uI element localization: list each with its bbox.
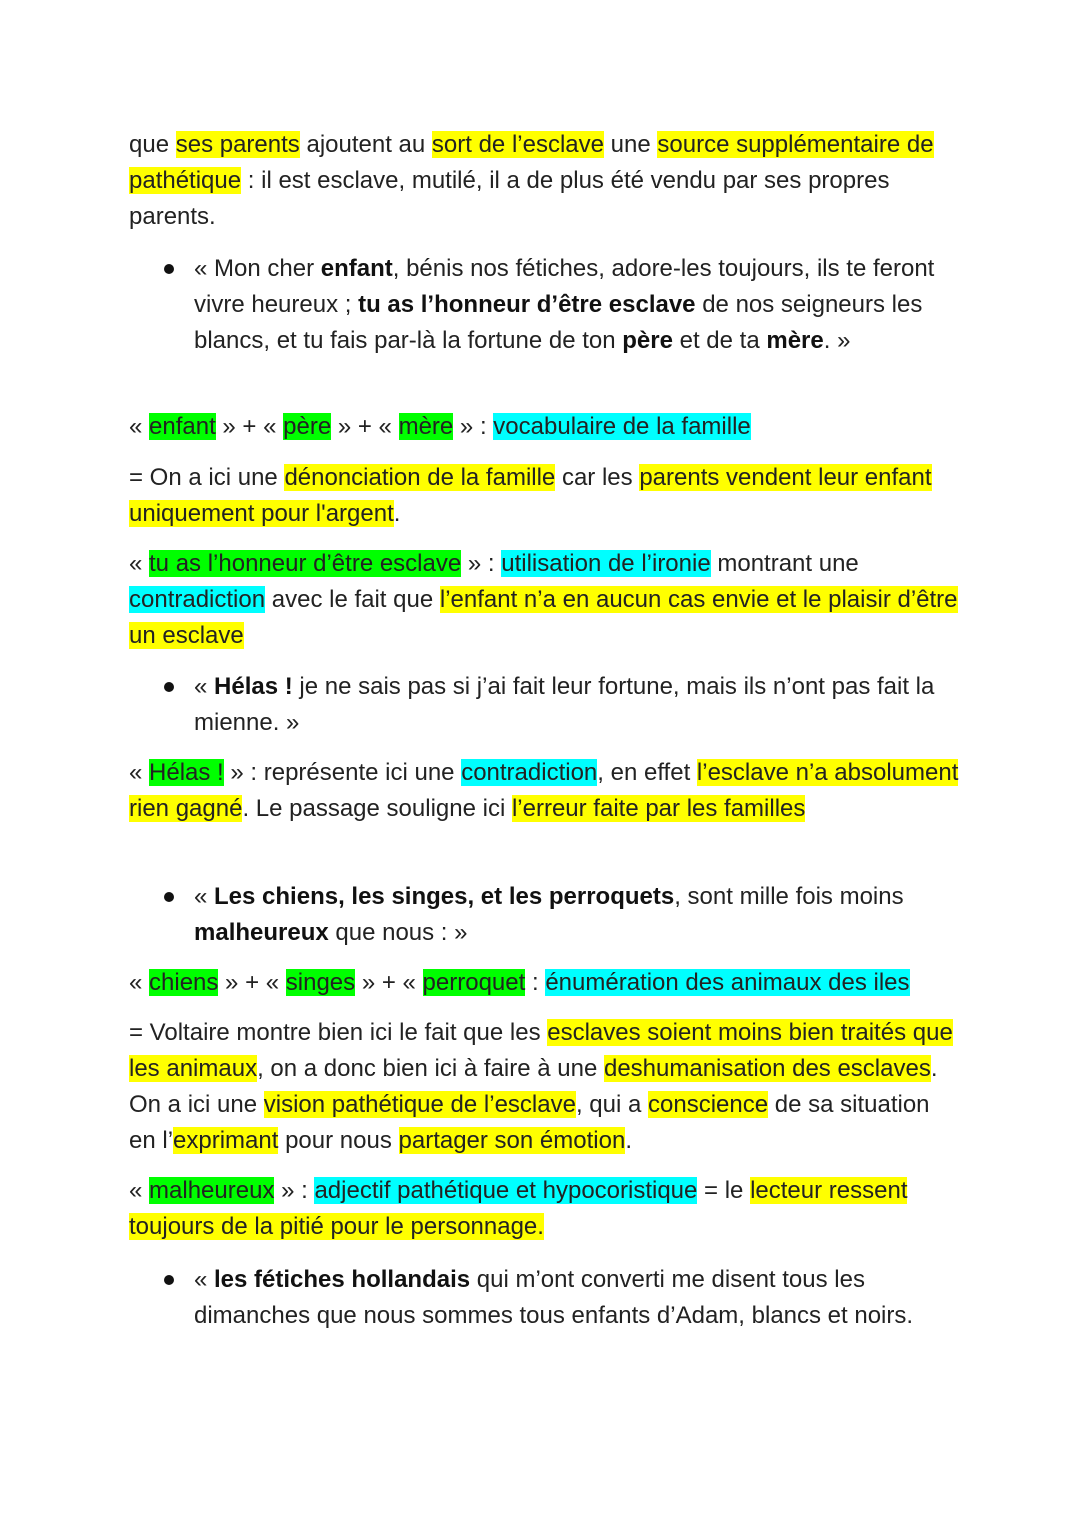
quote-highlight: enfant <box>149 413 216 440</box>
analysis-ironie: « tu as l’honneur d’être esclave » : utilisation de l’ironie montrant une contradiction avec le fait que l’enfant n’a en aucun cas envie et le plaisir d’être un esclave <box>129 550 958 649</box>
quote-bullet-chiens: « Les chiens, les singes, et les perroquets, sont mille fois moins malheureux que nous : » <box>194 879 954 951</box>
quote-highlight: tu as l’honneur d’être esclave <box>149 550 462 577</box>
quote-highlight: singes <box>285 969 356 996</box>
highlight: l’erreur faite par les familles <box>511 795 806 822</box>
highlight: ses parents <box>175 131 300 158</box>
paragraph-parents: que ses parents ajoutent au sort de l’esclave une source supplémentaire de pathétique : il est esclave, mutilé, il a de plus été vendu par ses propres parents. <box>129 131 934 230</box>
figure-highlight: contradiction <box>129 586 266 613</box>
highlight: lecteur ressent toujours de la pitié pour le personnage. <box>129 1177 908 1240</box>
highlight: esclaves soient moins bien traités que les animaux <box>129 1019 953 1082</box>
quote-highlight: malheureux <box>149 1177 275 1204</box>
analysis-helas: « Hélas ! » : représente ici une contradiction, en effet l’esclave n’a absolument rien gagné. Le passage souligne ici l’erreur faite par les familles <box>129 759 959 822</box>
analysis-malheureux: « malheureux » : adjectif pathétique et hypocoristique = le lecteur ressent toujours de la pitié pour le personnage. <box>129 1177 908 1240</box>
figure-highlight: énumération des animaux des iles <box>545 969 910 996</box>
quote-bullet-fetiches: « les fétiches hollandais qui m’ont converti me disent tous les dimanches que nous sommes tous enfants d’Adam, blancs et noirs. <box>194 1262 954 1334</box>
figure-highlight: contradiction <box>461 759 598 786</box>
figure-highlight: adjectif pathétique et hypocoristique <box>314 1177 698 1204</box>
analysis-denonciation: = On a ici une dénonciation de la famille car les parents vendent leur enfant uniquement pour l'argent. <box>129 464 932 527</box>
figure-highlight: vocabulaire de la famille <box>493 413 751 440</box>
highlight: parents vendent leur enfant uniquement pour l'argent <box>129 464 932 527</box>
highlight: partager son émotion <box>398 1127 626 1154</box>
highlight: dénonciation de la famille <box>284 464 556 491</box>
highlight: source supplémentaire de pathétique <box>129 131 934 194</box>
highlight: exprimant <box>173 1127 279 1154</box>
highlight: vision pathétique de l’esclave <box>263 1091 576 1118</box>
highlight: deshumanisation des esclaves <box>603 1055 931 1082</box>
figure-highlight: utilisation de l’ironie <box>501 550 711 577</box>
highlight: l’esclave n’a absolument rien gagné <box>129 759 959 822</box>
quote-highlight: perroquet <box>422 969 526 996</box>
quote-highlight: chiens <box>149 969 219 996</box>
highlight: l’enfant n’a en aucun cas envie et le plaisir d’être un esclave <box>129 586 958 649</box>
highlight: conscience <box>648 1091 769 1118</box>
analysis-famille-vocabulaire: « enfant » + « père » + « mère » : vocabulaire de la famille <box>129 413 751 440</box>
quote-highlight: mère <box>398 413 454 440</box>
highlight: sort de l’esclave <box>431 131 604 158</box>
quote-bullet-helas: « Hélas ! je ne sais pas si j’ai fait leur fortune, mais ils n’ont pas fait la mienne. » <box>194 669 954 741</box>
quote-highlight: Hélas ! <box>149 759 224 786</box>
quote-highlight: père <box>283 413 332 440</box>
analysis-enumeration: « chiens » + « singes » + « perroquet : énumération des animaux des iles <box>129 969 910 996</box>
analysis-deshumanisation: = Voltaire montre bien ici le fait que les esclaves soient moins bien traités que les animaux, on a donc bien ici à faire à une deshumanisation des esclaves. On a ici une vision pathétique de l’esclave, qui a conscience de sa situation en l’exprimant pour nous partager son émotion. <box>129 1019 953 1154</box>
quote-bullet-mon-cher-enfant: « Mon cher enfant, bénis nos fétiches, adore-les toujours, ils te feront vivre heureux ; tu as l’honneur d’être esclave de nos seigneurs les blancs, et tu fais par-là la fortune de ton père et de ta mère. » <box>194 251 954 359</box>
